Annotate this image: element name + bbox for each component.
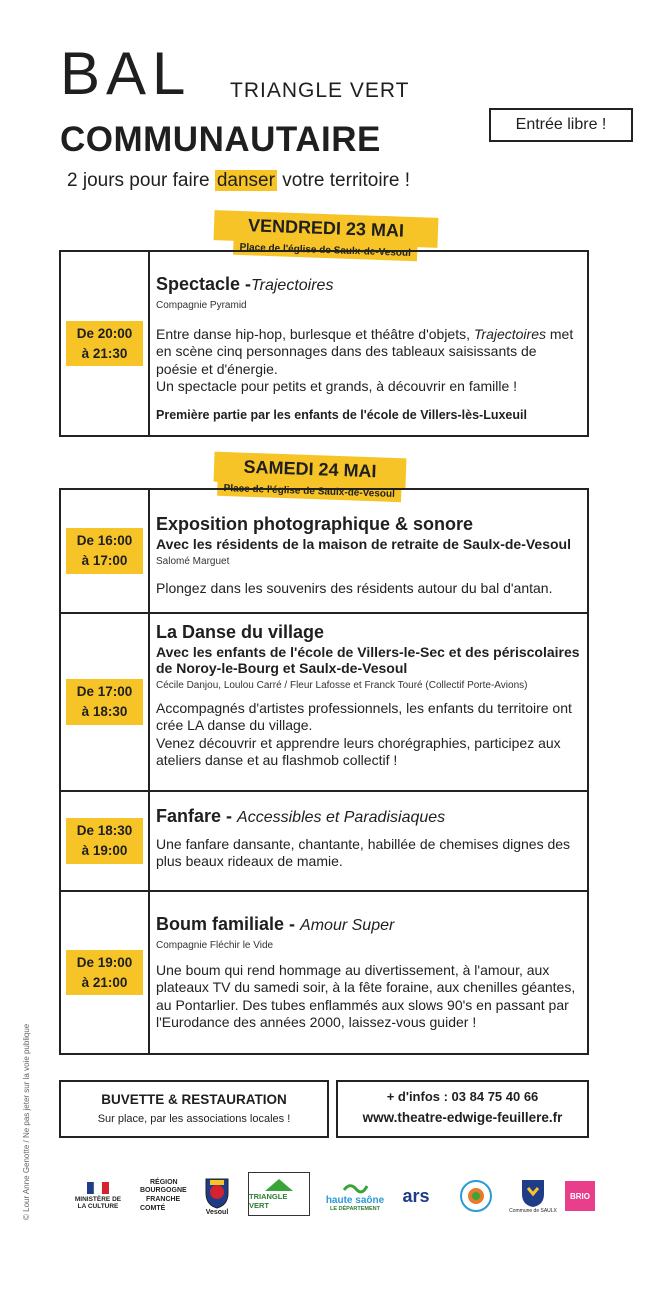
time-badge: [66, 818, 143, 863]
event-description: Une boum qui rend hommage au divertissement, à l'amour, aux plateaux TV du samedi soir, à la fête foraine, aux chenilles géantes, au Pontarlier. Des tubes enflammés aux slows 90's en passant par l'Eurodance des années 2000, laissez-vous guider !: [156, 961, 576, 1031]
desc-pre: Entre danse hip-hop, burlesque et théâtre d'objets,: [156, 325, 474, 342]
time-column: [61, 252, 150, 435]
triangle-text: TRIANGLE VERT: [249, 1192, 288, 1210]
triangle-vert-logo: [248, 1172, 310, 1216]
entry-free-badge: Entrée libre !: [489, 108, 633, 142]
event-title-main: Spectacle -: [156, 274, 252, 294]
event-description: Une fanfare dansante, chantante, habillée de chemises dignes des plus beaux rideaux de mamie.: [156, 835, 571, 870]
event-company: Compagnie Fléchir le Vide: [156, 939, 274, 951]
buvette-title: BUVETTE & RESTAURATION: [101, 1092, 287, 1107]
seal-icon: [459, 1179, 493, 1213]
time-start: De 20:00: [76, 325, 133, 341]
departement-text: LE DÉPARTEMENT: [329, 1206, 380, 1212]
ars-logo: [396, 1172, 436, 1220]
event-title-main: Boum familiale -: [156, 914, 296, 934]
time-start: De 16:00: [76, 533, 133, 549]
buvette-subtitle: Sur place, par les associations locales !: [97, 1113, 291, 1125]
round-seal-logo: [456, 1172, 496, 1220]
event-title: [156, 914, 581, 936]
ministere-culture-logo: [68, 1172, 128, 1220]
ministere-text: MINISTÈRE DE LA CULTURE: [74, 1195, 122, 1210]
vesoul-shield-icon: [204, 1177, 230, 1209]
saturday-schedule: [59, 488, 589, 1055]
haute-saone-wave-icon: [342, 1180, 368, 1196]
title-bal: BAL: [60, 40, 192, 107]
saulx-shield-icon: [520, 1178, 546, 1208]
marianne-icon: [87, 1182, 109, 1194]
title-communautaire: COMMUNAUTAIRE: [60, 120, 381, 159]
event-company: Compagnie Pyramid: [156, 299, 247, 311]
phone-number: + d'infos : 03 84 75 40 66: [386, 1089, 539, 1104]
event-content: [150, 614, 587, 790]
event-content: [150, 252, 587, 435]
schedule-row: [61, 252, 587, 435]
region-line-4: COMTÉ: [140, 1204, 166, 1212]
time-start: De 17:00: [76, 684, 133, 700]
ars-text: ars: [402, 1186, 430, 1206]
time-column: [61, 614, 150, 790]
brio-logo: [562, 1172, 598, 1220]
event-content: [150, 792, 587, 890]
event-content: [150, 490, 587, 612]
time-badge: [66, 321, 143, 366]
time-end: à 17:00: [81, 553, 128, 568]
buvette-box: [59, 1080, 329, 1138]
event-description: Plongez dans les souvenirs des résidents autour du bal d'antan.: [156, 579, 553, 596]
region-bfc-logo: [140, 1172, 198, 1220]
event-title: [156, 274, 581, 296]
info-box: [336, 1080, 589, 1138]
event-title-sub: Trajectoires: [251, 277, 334, 294]
event-title-main: Fanfare -: [156, 806, 233, 826]
tagline-post: votre territoire !: [276, 170, 411, 191]
event-content: [150, 892, 587, 1053]
time-end: à 21:30: [81, 345, 128, 361]
friday-banner: [214, 210, 439, 259]
haute-saone-text: haute saône: [325, 1195, 385, 1206]
region-line-1: RÉGION: [150, 1178, 178, 1186]
triangle-icon: [264, 1178, 294, 1192]
event-company: Salomé Marguet: [156, 555, 230, 567]
event-subtitle: Avec les enfants de l'école de Villers-le-Sec et des périscolaires de Noroy-le-Bourg et Saulx-de-Vesoul: [156, 643, 580, 676]
event-title: [156, 806, 581, 828]
desc-post: met en scène cinq personnages dans des tableaux saisissants de poésie et d'énergie.: [156, 325, 574, 377]
friday-day: VENDREDI 23 MAI: [247, 215, 405, 241]
event-title-sub: Accessibles et Paradisiaques: [237, 809, 446, 826]
schedule-row: [61, 614, 587, 792]
time-badge: [66, 528, 143, 573]
brio-badge: BRIO: [565, 1181, 595, 1211]
time-start: De 18:30: [76, 823, 133, 839]
time-column: [61, 892, 150, 1053]
time-column: [61, 792, 150, 890]
desc-line-1: Accompagnés d'artistes professionnels, les enfants du territoire ont crée LA danse du village.: [156, 699, 572, 734]
desc-line-2: Venez découvrir et apprendre leurs chorégraphies, participez aux ateliers danse et au flashmob collectif !: [156, 734, 561, 769]
schedule-row: [61, 792, 587, 892]
website-link[interactable]: www.theatre-edwige-feuillere.fr: [362, 1110, 563, 1125]
region-line-3: FRANCHE: [146, 1196, 181, 1203]
photo-credit: © Lour Anne Genotte / Ne pas jeter sur la voie publique: [22, 1023, 31, 1220]
time-badge: [66, 679, 143, 724]
time-end: à 18:30: [81, 704, 128, 719]
title-triangle-vert: TRIANGLE VERT: [230, 79, 410, 102]
vesoul-text: Vesoul: [205, 1208, 229, 1216]
event-description: [156, 700, 581, 770]
saturday-banner: [214, 452, 407, 500]
event-company: Cécile Danjou, Loulou Carré / Fleur Lafosse et Franck Touré (Collectif Porte-Avions): [156, 679, 528, 691]
tagline: [67, 170, 410, 193]
saturday-day: SAMEDI 24 MAI: [243, 456, 377, 482]
time-badge: [66, 950, 143, 995]
event-title-sub: Amour Super: [300, 917, 395, 934]
saulx-text: Commune de SAULX: [509, 1208, 557, 1214]
desc-italic: Trajectoires: [473, 325, 546, 342]
friday-place: Place de l'église de Saulx-de-Vesoul: [233, 240, 417, 261]
time-column: [61, 490, 150, 612]
event-title: La Danse du village: [156, 622, 325, 642]
time-end: à 19:00: [81, 843, 128, 858]
event-title: Exposition photographique & sonore: [156, 514, 473, 534]
event-subtitle: Avec les résidents de la maison de retraite de Saulx-de-Vesoul: [156, 535, 571, 552]
haute-saone-logo: [320, 1172, 390, 1220]
friday-schedule: [59, 250, 589, 437]
tagline-pre: 2 jours pour faire: [67, 170, 215, 191]
time-end: à 21:00: [81, 974, 128, 990]
vesoul-logo: [200, 1172, 234, 1220]
partner-logos: [68, 1172, 598, 1222]
time-start: De 19:00: [76, 954, 133, 970]
event-description: [156, 326, 581, 396]
tagline-highlight: danser: [216, 170, 275, 191]
saulx-logo: [508, 1172, 558, 1220]
event-note: Première partie par les enfants de l'école de Villers-lès-Luxeuil: [156, 407, 527, 422]
schedule-row: [61, 490, 587, 614]
region-line-2: BOURGOGNE: [140, 1187, 187, 1195]
saturday-place: Place de l'église de Saulx-de-Vesoul: [217, 481, 401, 502]
desc-line-2: Un spectacle pour petits et grands, à découvrir en famille !: [156, 378, 518, 395]
schedule-row: [61, 892, 587, 1053]
